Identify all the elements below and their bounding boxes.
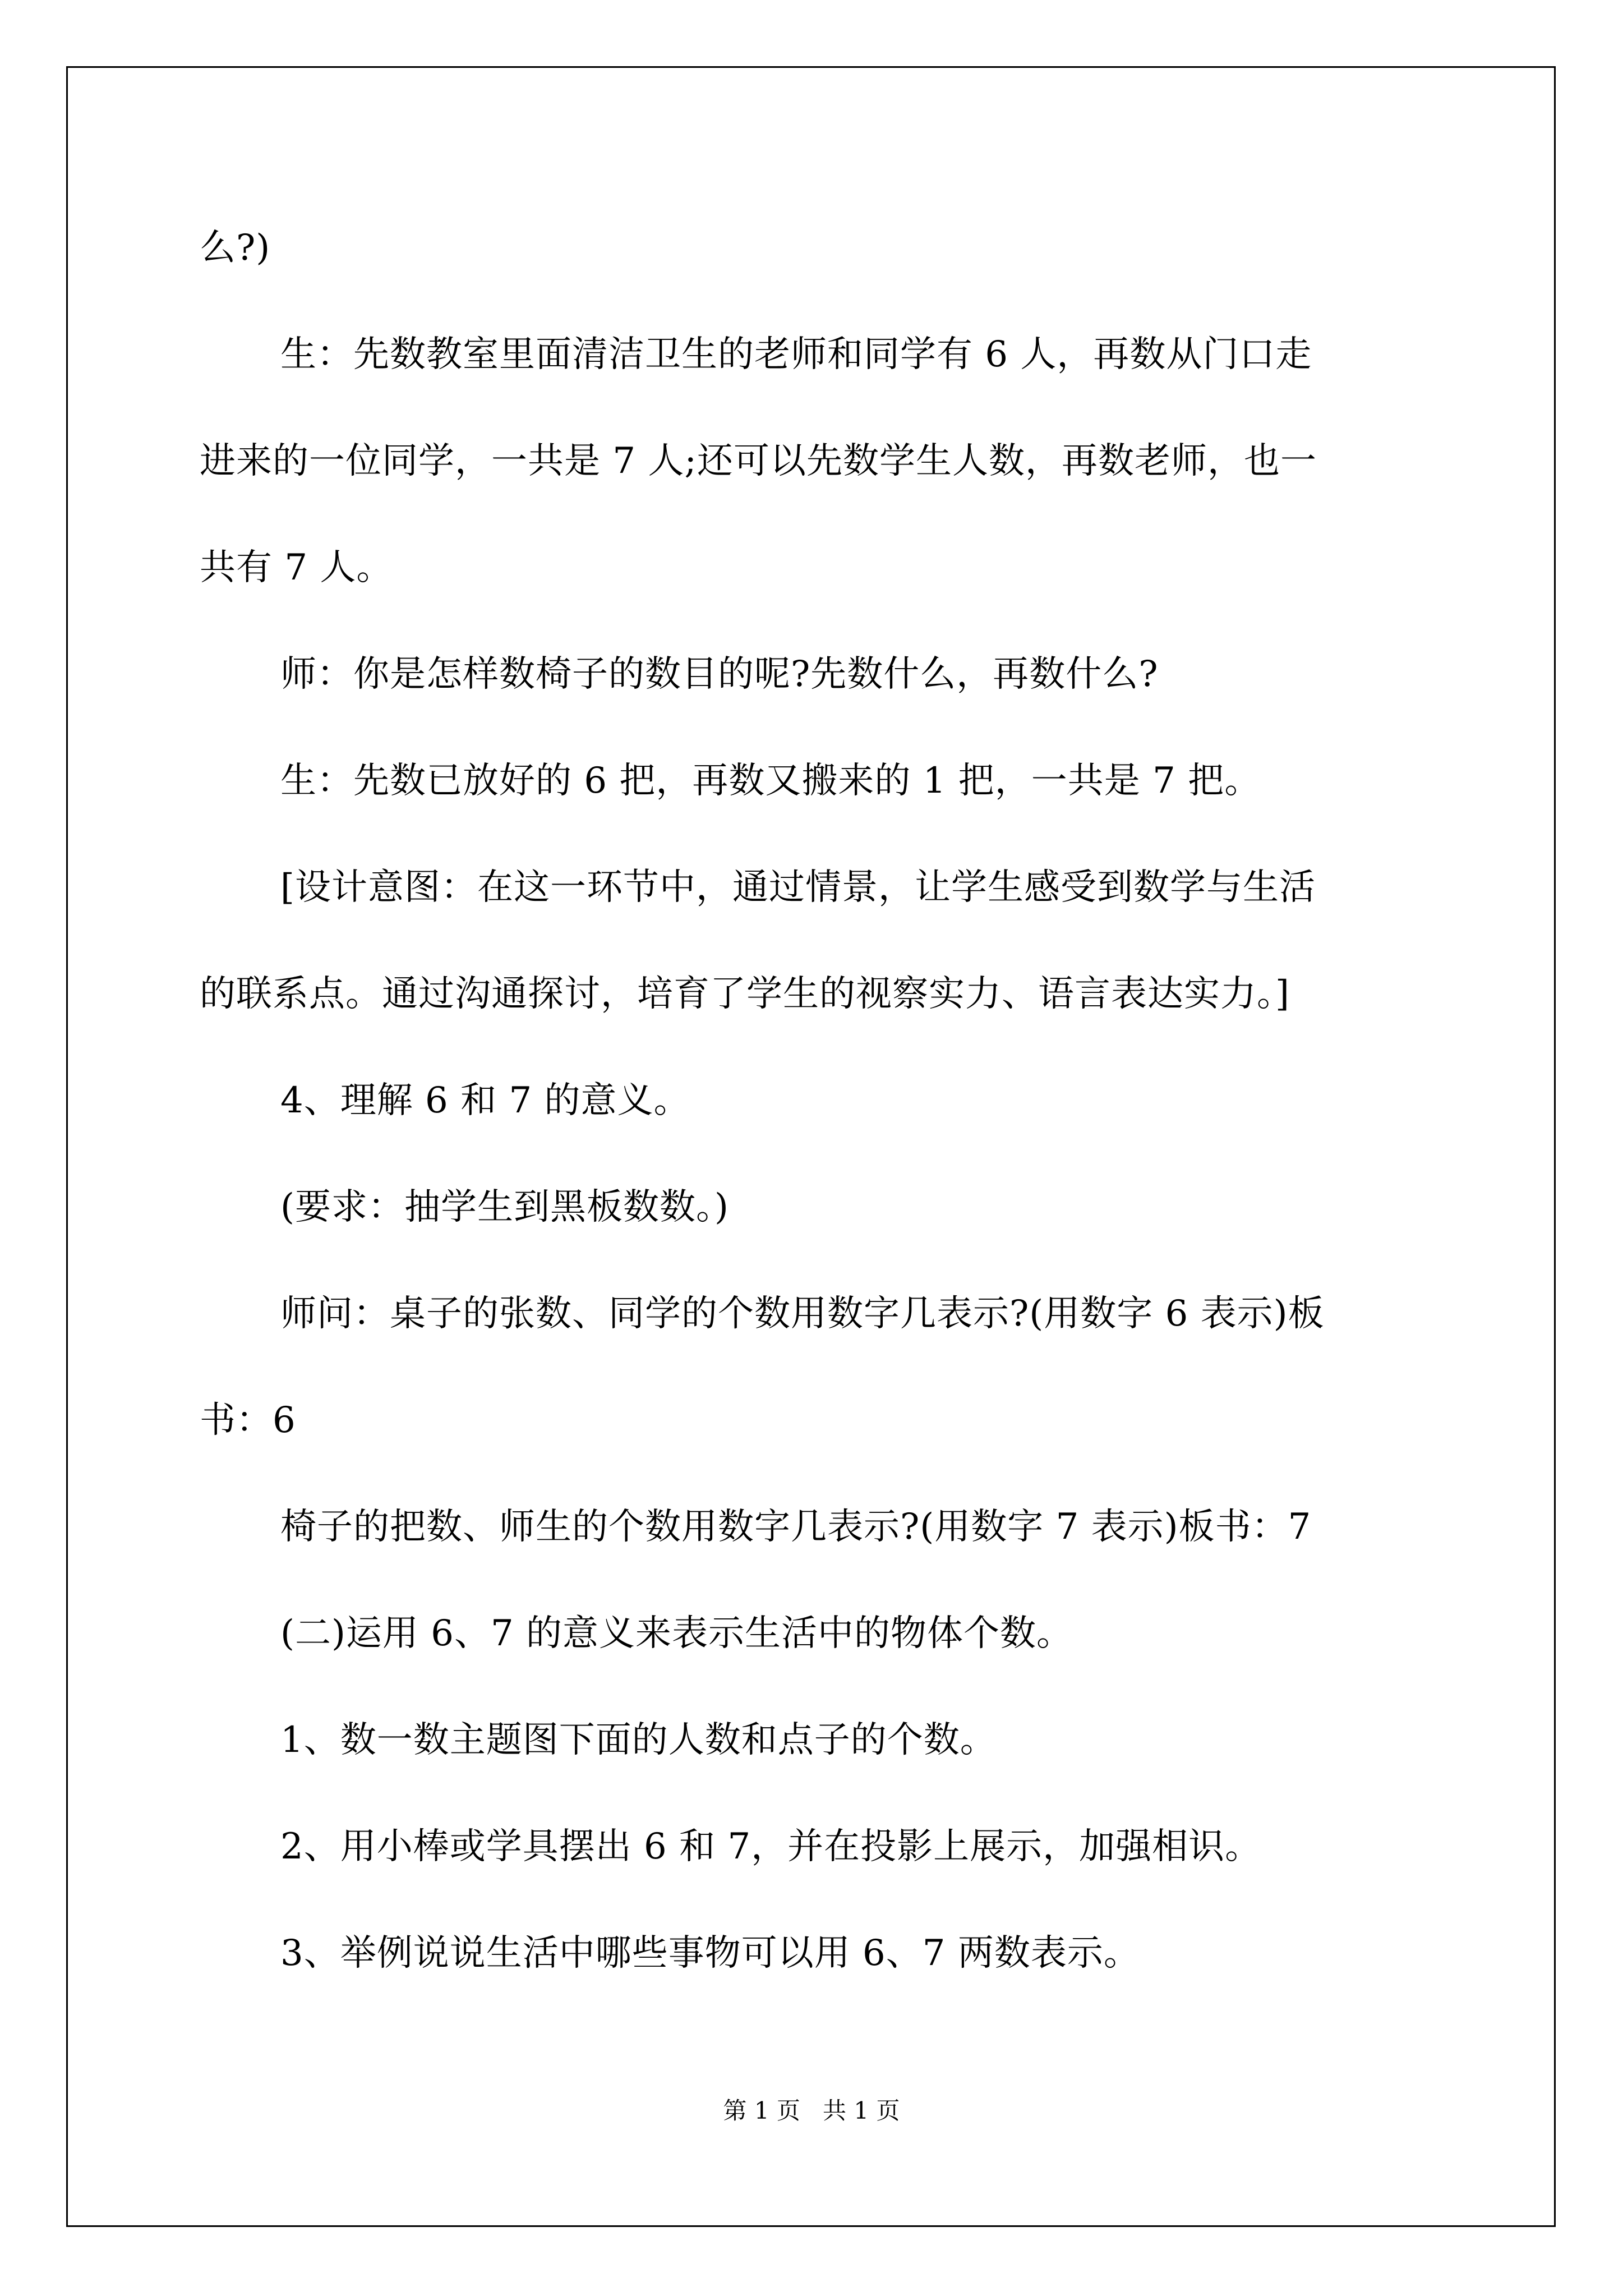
text-line: (要求：抽学生到黑板数数。) xyxy=(280,1186,729,1228)
text-line: 师问：桌子的张数、同学的个数用数字几表示?(用数字 6 表示)板 xyxy=(280,1293,1325,1335)
text-line: 生：先数教室里面清洁卫生的老师和同学有 6 人，再数从门口走 xyxy=(280,334,1312,375)
text-line: 的联系点。通过沟通探讨，培育了学生的视察实力、语言表达实力。] xyxy=(200,973,1290,1015)
text-line: (二)运用 6、7 的意义来表示生活中的物体个数。 xyxy=(280,1613,1073,1654)
page-border xyxy=(66,66,1556,2227)
text-line: [设计意图：在这一环节中，通过情景，让学生感受到数学与生活 xyxy=(280,867,1316,908)
text-line: 进来的一位同学，一共是 7 人;还可以先数学生人数，再数老师，也一 xyxy=(200,440,1317,482)
text-line: 书：6 xyxy=(200,1400,296,1441)
text-line: 1、数一数主题图下面的人数和点子的个数。 xyxy=(280,1719,997,1761)
text-line: 2、用小棒或学具摆出 6 和 7，并在投影上展示，加强相识。 xyxy=(280,1826,1262,1867)
text-line: 么?) xyxy=(200,227,271,269)
page-footer: 第 1 页 共 1 页 xyxy=(723,2097,900,2124)
text-line: 椅子的把数、师生的个数用数字几表示?(用数字 7 表示)板书：7 xyxy=(280,1506,1312,1548)
text-line: 3、举例说说生活中哪些事物可以用 6、7 两数表示。 xyxy=(280,1932,1140,1974)
text-line: 共有 7 人。 xyxy=(200,547,393,588)
text-line: 4、理解 6 和 7 的意义。 xyxy=(280,1080,690,1121)
text-line: 师：你是怎样数椅子的数目的呢?先数什么，再数什么? xyxy=(280,654,1159,695)
text-line: 生：先数已放好的 6 把，再数又搬来的 1 把，一共是 7 把。 xyxy=(280,760,1261,802)
